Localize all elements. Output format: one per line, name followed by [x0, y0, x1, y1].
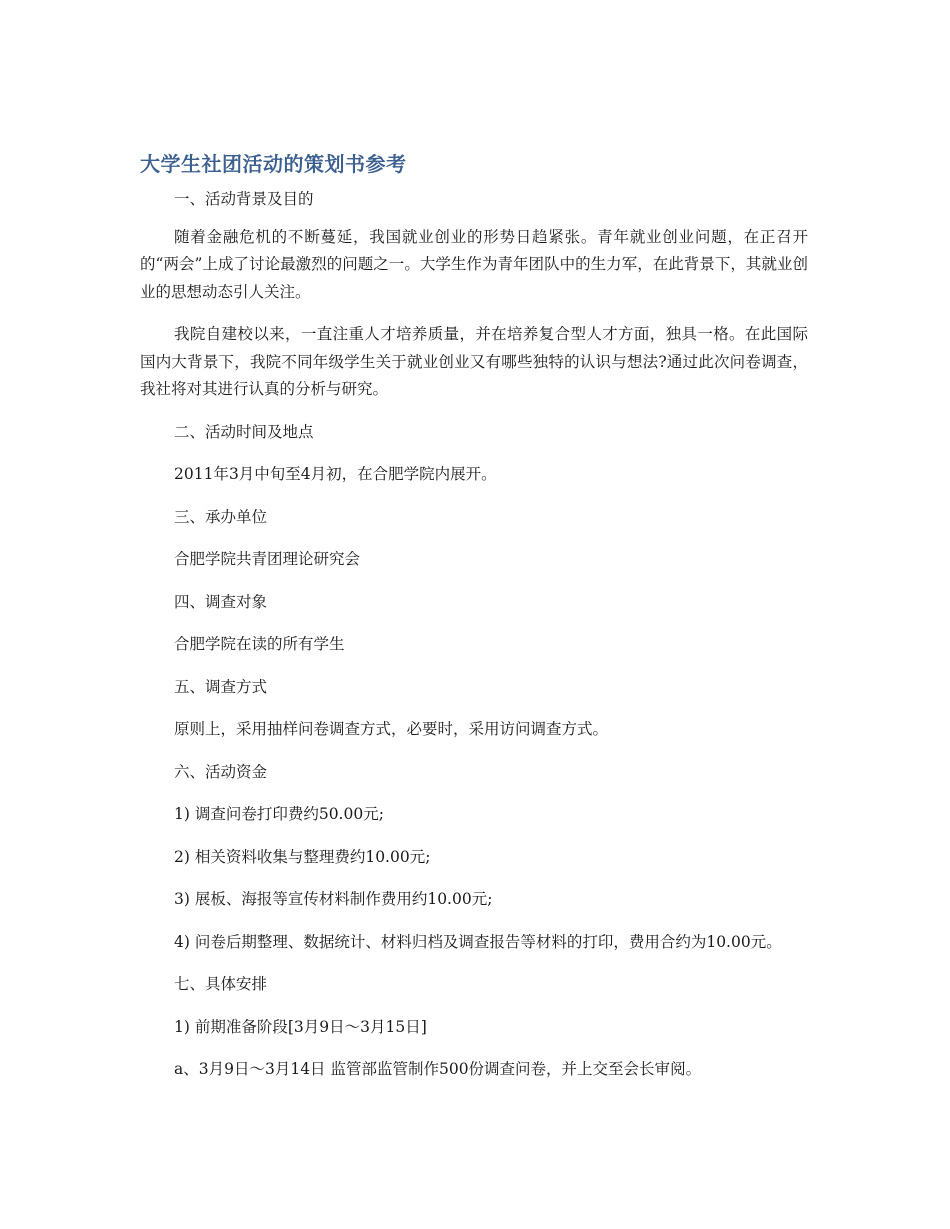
section-heading-method: 五、调查方式 [174, 677, 268, 696]
schedule-item-a: a、3月9日～3月14日 监管部监管制作500份调查问卷，并上交至会长审阅。 [174, 1060, 702, 1078]
paragraph-background-2: 我院自建校以来，一直注重人才培养质量，并在培养复合型人才方面，独具一格。在此国际国内大背景下，我院不同年级学生关于就业创业又有哪些独特的认识与想法?通过此次问卷调查，我社将对其进行认真的分析与研究。 [140, 325, 808, 398]
funding-item-2: 2) 相关资料收集与整理费约10.00元; [174, 847, 431, 866]
funding-item-4: 4) 问卷后期整理、数据统计、材料归档及调查报告等材料的打印，费用合约为10.00元。 [174, 932, 782, 951]
paragraph-background-1: 随着金融危机的不断蔓延，我国就业创业的形势日趋紧张。青年就业创业问题，在正召开的“两会”上成了讨论最激烈的问题之一。大学生作为青年团队中的生力军，在此背景下，其就业创业的思想动态引人关注。 [140, 227, 808, 301]
document-page [140, 148, 808, 1099]
document-title: 大学生社团活动的策划书参考 [140, 152, 407, 176]
section-heading-time-place: 二、活动时间及地点 [174, 422, 314, 441]
paragraph-subjects: 合肥学院在读的所有学生 [174, 635, 345, 653]
section-heading-funding: 六、活动资金 [174, 762, 268, 781]
schedule-phase-1: 1) 前期准备阶段[3月9日～3月15日] [174, 1017, 427, 1036]
funding-item-1: 1) 调查问卷打印费约50.00元; [174, 805, 384, 823]
funding-item-3: 3) 展板、海报等宣传材料制作费用约10.00元; [174, 890, 493, 908]
section-heading-background: 一、活动背景及目的 [174, 190, 314, 208]
section-heading-organizer: 三、承办单位 [174, 507, 268, 526]
section-heading-subjects: 四、调查对象 [174, 592, 268, 611]
section-heading-schedule: 七、具体安排 [174, 975, 268, 993]
paragraph-time-place: 2011年3月中旬至4月初，在合肥学院内展开。 [174, 465, 497, 483]
paragraph-method: 原则上，采用抽样问卷调查方式，必要时，采用访问调查方式。 [174, 720, 609, 738]
paragraph-organizer: 合肥学院共青团理论研究会 [174, 550, 361, 568]
